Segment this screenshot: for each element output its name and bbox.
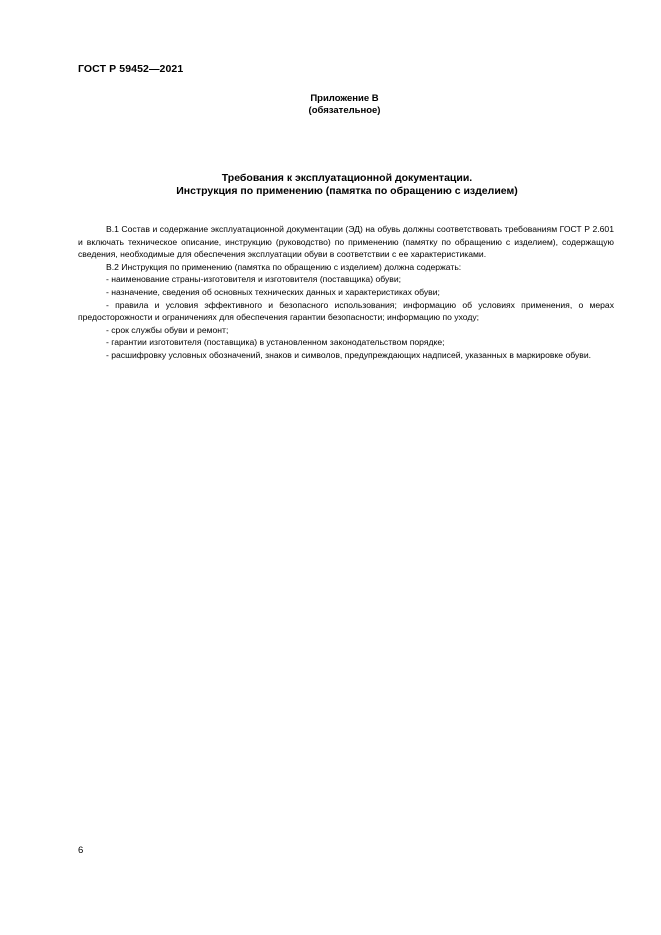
appendix-label: Приложение В [310,93,379,104]
list-item: - назначение, сведения об основных технических данных и характеристиках обуви; [106,286,440,297]
paragraph-b1: В.1 Состав и содержание эксплуатационной документации (ЭД) на обувь должны соответствовать требованиям ГОСТ Р 2.601 и включать техническое описание, инструкцию (руководство) по применению (памятку по обращению с изделием), содержащую сведения, необходимые для обеспечения эксплуатации обуви в соответствии с ее характеристиками. [78,224,614,260]
section-title-line-1: Требования к эксплуатационной документации. [221,172,473,184]
list-item: - гарантии изготовителя (поставщика) в установленном законодательством порядке; [106,337,445,348]
list-item: - срок службы обуви и ремонт; [106,324,229,335]
section-title [78,172,616,198]
section-title-line-2: Инструкция по применению (памятка по обращению с изделием) [176,185,518,197]
list-item: - наименование страны-изготовителя и изготовителя (поставщика) обуви; [106,274,402,285]
page-number: 6 [78,845,84,856]
document-body [78,223,614,362]
list-item: - расшифровку условных обозначений, знаков и символов, предупреждающих надписей, указанных в маркировке обуви. [106,349,592,360]
appendix-heading [0,93,661,117]
appendix-status: (обязательное) [308,105,381,116]
list-item: - правила и условия эффективного и безопасного использования; информацию об условиях применения, о мерах предосторожности и ограничениях для обеспечения гарантии безопасности; информацию по уходу; [78,299,614,323]
paragraph-b2: В.2 Инструкция по применению (памятка по обращению с изделием) должна содержать: [106,261,462,272]
standard-designation: ГОСТ Р 59452—2021 [78,63,184,75]
